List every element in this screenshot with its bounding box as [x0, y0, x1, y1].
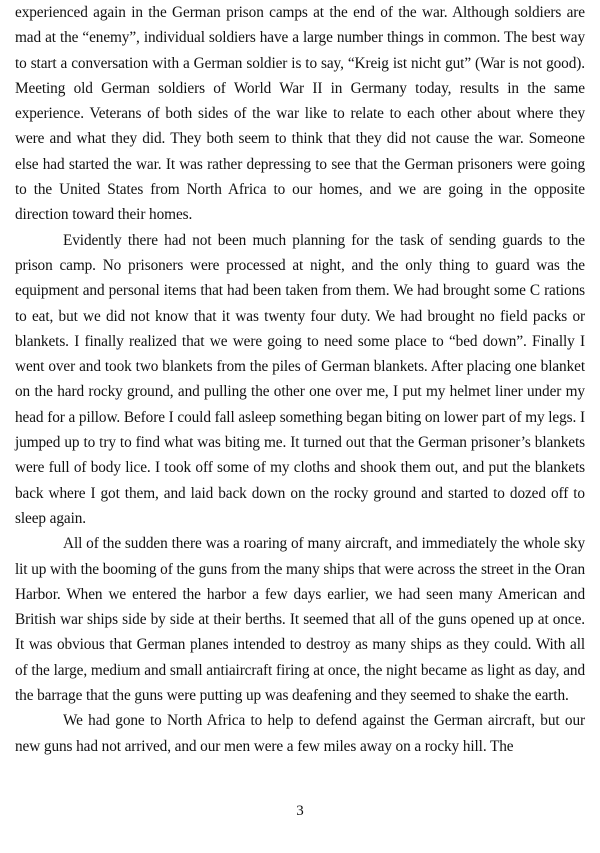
body-text: [15, 0, 585, 759]
paragraph-3: All of the sudden there was a roaring of many aircraft, and immediately the whole sky lit up with the booming of the guns from the many ships that were across the street in the Oran Harbor. When we entered the harbor a few days earlier, we had seen many American and British war ships side by side at their berths. It seemed that all of the guns opened up at once. It was obvious that German planes intended to destroy as many ships as they could. With all of the large, medium and small antiaircraft firing at once, the night became as light as day, and the barrage that the guns were putting up was deafening and they seemed to shake the earth.: [15, 535, 585, 705]
page-number: 3: [296, 803, 304, 819]
paragraph-4: We had gone to North Africa to help to defend against the German aircraft, but our new guns had not arrived, and our men were a few miles away on a rocky hill. The: [15, 712, 585, 755]
paragraph-2: Evidently there had not been much planning for the task of sending guards to the prison camp. No prisoners were processed at night, and the only thing to guard was the equipment and personal items that had been taken from them. We had brought some C rations to eat, but we did not know that it was twenty four duty. We had brought no field packs or blankets. I finally realized that we were going to need some place to “bed down”. Finally I went over and took two blankets from the piles of German blankets. After placing one blanket on the hard rocky ground, and pulling the other one over me, I put my helmet liner under my head for a pillow. Before I could fall asleep something began biting on lower part of my legs. I jumped up to try to find what was biting me. It turned out that the German prisoner’s blankets were full of body lice. I took off some of my cloths and shook them out, and put the blankets back where I got them, and laid back down on the rocky ground and started to dozed off to sleep again.: [15, 231, 585, 527]
paragraph-1: experienced again in the German prison camps at the end of the war. Although soldiers are mad at the “enemy”, individual soldiers have a large number things in common. The best way to start a conversation with a German soldier is to say, “Kreig ist nicht gut” (War is not good). Meeting old German soldiers of World War II in Germany today, results in the same experience. Veterans of both sides of the war like to relate to each other about where they were and what they did. They both seem to think that they did not cause the war. Someone else had started the war. It was rather depressing to see that the German prisoners were going to the United States from North Africa to our homes, and we are going in the opposite direction toward their homes.: [15, 4, 585, 224]
